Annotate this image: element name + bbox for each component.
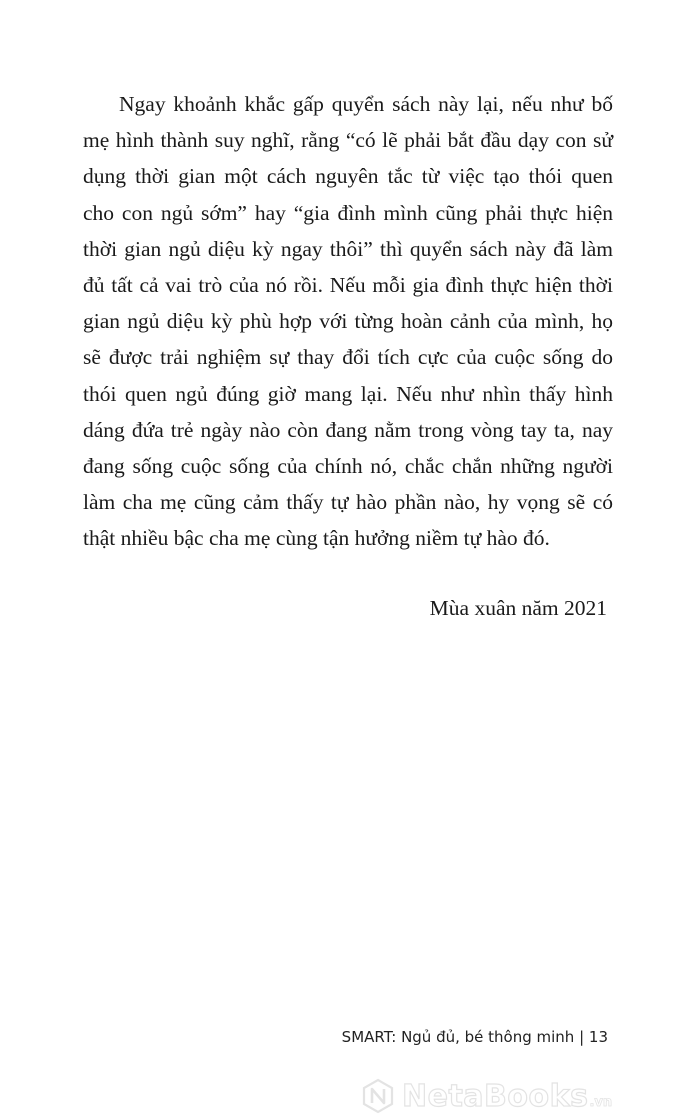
paragraph-line: gian ngủ diệu kỳ phù hợp với từng hoàn cảnh của mình, họ <box>83 309 613 334</box>
watermark-text: NetaBooks <box>402 1078 589 1114</box>
body-paragraph <box>83 86 613 556</box>
page-footer: SMART: Ngủ đủ, bé thông minh | 13 <box>341 1028 608 1046</box>
paragraph-line: thói quen ngủ đúng giờ mang lại. Nếu như nhìn thấy hình <box>83 381 613 406</box>
paragraph-line: dụng thời gian một cách nguyên tắc từ việc tạo thói quen <box>83 164 613 189</box>
paragraph-line: thật nhiều bậc cha mẹ cùng tận hưởng niềm tự hào đó. <box>83 526 550 551</box>
paragraph-line: cho con ngủ sớm” hay “gia đình mình cũng phải thực hiện <box>83 200 613 225</box>
paragraph-line: thời gian ngủ diệu kỳ ngay thôi” thì quyển sách này đã làm <box>83 236 613 261</box>
paragraph-line: mẹ hình thành suy nghĩ, rằng “có lẽ phải bắt đầu dạy con sử <box>83 128 613 153</box>
netabooks-watermark <box>360 1076 612 1116</box>
paragraph-line: Ngay khoảnh khắc gấp quyển sách này lại, nếu như bố <box>119 92 613 116</box>
watermark-suffix: .vn <box>589 1095 613 1110</box>
paragraph-line: sẽ được trải nghiệm sự thay đổi tích cực của cuộc sống do <box>83 345 613 370</box>
paragraph-line: đang sống cuộc sống của chính nó, chắc chắn những người <box>83 453 613 478</box>
paragraph-line: làm cha mẹ cũng cảm thấy tự hào phần nào, hy vọng sẽ có <box>83 490 613 515</box>
paragraph-line: đủ tất cả vai trò của nó rồi. Nếu mỗi gia đình thực hiện thời <box>83 272 613 297</box>
netabooks-n-logo-icon <box>360 1078 396 1114</box>
paragraph-line: dáng đứa trẻ ngày nào còn đang nằm trong vòng tay ta, nay <box>83 417 613 442</box>
date-signature: Mùa xuân năm 2021 <box>429 596 607 620</box>
